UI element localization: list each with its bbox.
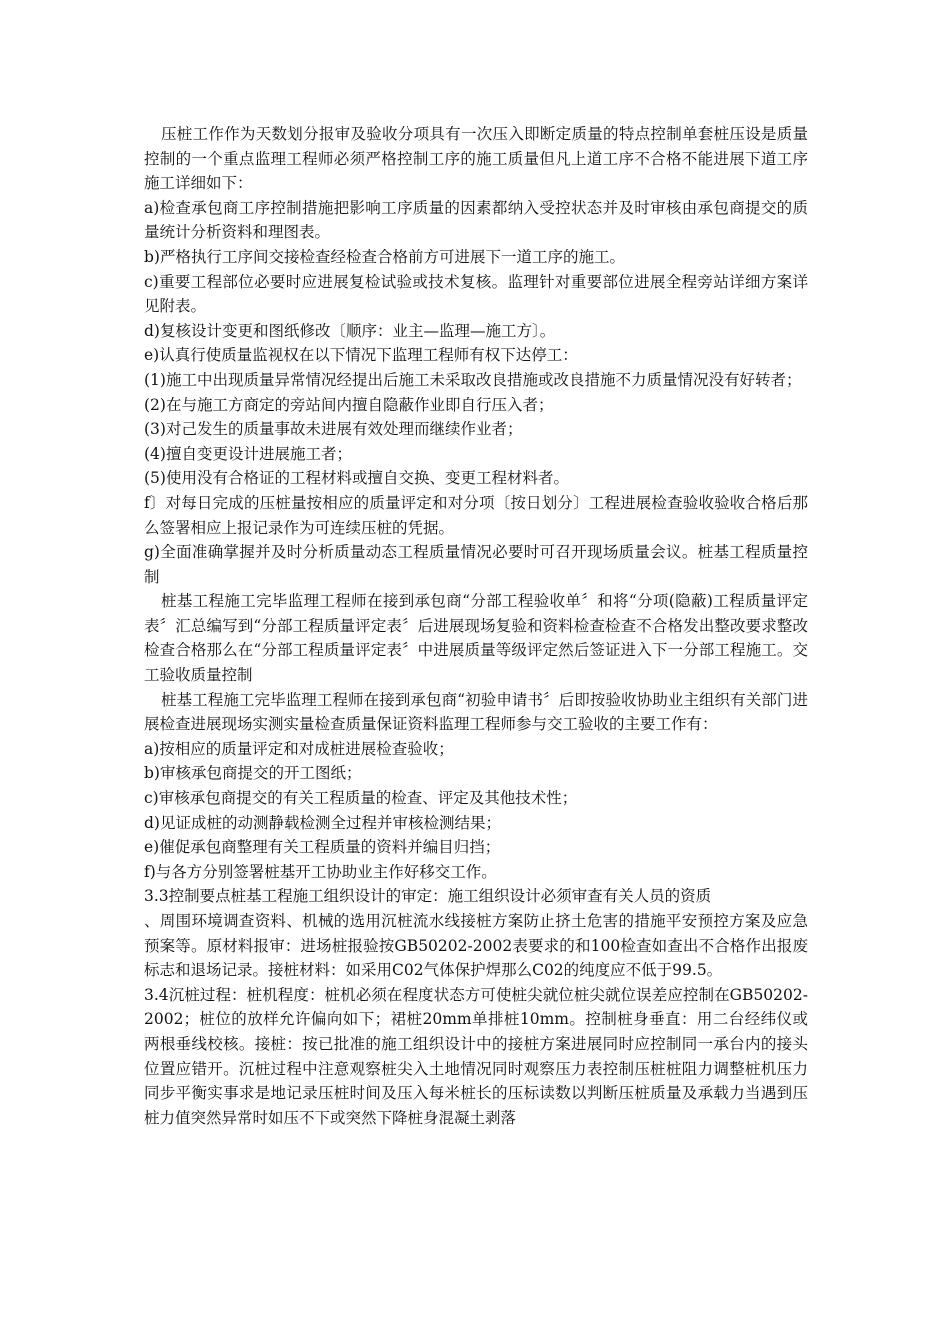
list-item-f: f〕对每日完成的压桩量按相应的质量评定和对分项〔按日划分〕工程进展检查验收验收合格后那么签署相应上报记录作为可连续压桩的凭据。	[144, 493, 808, 537]
list-item-1: (1)施工中出现质量异常情况经提出后施工未采取改良措施或改良措施不力质量情况没有好转者；	[144, 370, 802, 389]
handover-item-f: f)与各方分别签署桩基开工协助业主作好移交工作。	[144, 862, 497, 881]
paragraph-intro: 压桩工作作为天数划分报审及验收分项具有一次压入即断定质量的特点控制单套桩压设是质量控制的一个重点监理工程师必须严格控制工序的施工质量但凡上道工序不合格不能进展下道工序施工详细如下：	[144, 125, 808, 193]
handover-item-d: d)见证成桩的动测静载检测全过程并审核检测结果；	[144, 813, 501, 832]
list-item-c: c)重要工程部位必要时应进展复检试验或技术复核。监理针对重要部位进展全程旁站详细方案详见附表。	[144, 272, 808, 316]
document-body	[144, 122, 808, 1130]
section-3-3-body: 、周围环境调查资料、机械的选用沉桩流水线接桩方案防止挤土危害的措施平安预控方案及应急预案等。原材料报审：进场桩报验按GB50202-2002表要求的和100检查如查出不合格作出报废标志和退场记录。接桩材料：如采用C02气体保护焊那么C02的纯度应不低于99.5。	[144, 912, 808, 980]
list-item-g: g)全面准确掌握并及时分析质量动态工程质量情况必要时可召开现场质量会议。桩基工程质量控制	[144, 543, 808, 586]
paragraph-handover: 桩基工程施工完毕监理工程师在接到承包商“初验申请书〞后即按验收协助业主组织有关部门进展检查进展现场实测实量检查质量保证资料监理工程师参与交工验收的主要工作有：	[144, 690, 808, 734]
list-item-3: (3)对己发生的质量事故未进展有效处理而继续作业者；	[144, 420, 523, 439]
list-item-e: e)认真行使质量监视权在以下情况下监理工程师有权下达停工：	[144, 346, 578, 365]
handover-item-b: b)审核承包商提交的开工图纸；	[144, 764, 362, 783]
handover-item-c: c)审核承包商提交的有关工程质量的检查、评定及其他技术性；	[144, 789, 578, 808]
list-item-b: b)严格执行工序间交接检查经检查合格前方可进展下一道工序的施工。	[144, 247, 625, 266]
list-item-d: d)复核设计变更和图纸修改〔顺序：业主—监理—施工方〕。	[144, 321, 556, 340]
handover-item-e: e)催促承包商整理有关工程质量的资料并编目归挡；	[144, 838, 501, 857]
list-item-4: (4)擅自变更设计进展施工者；	[144, 444, 352, 463]
paragraph-pile-completion: 桩基工程施工完毕监理工程师在接到承包商“分部工程验收单〞和将“分项(隐蔽)工程质量评定表〞汇总编写到“分部工程质量评定表〞后进展现场复验和资料检查检查不合格发出整改要求整改检查合格那么在“分部工程质量评定表〞中进展质量等级评定然后签证进入下一分部工程施工。交工验收质量控制	[144, 592, 808, 685]
handover-item-a: a)按相应的质量评定和对成桩进展检查验收；	[144, 739, 454, 758]
list-item-2: (2)在与施工方商定的旁站间内擅自隐蔽作业即自行压入者；	[144, 395, 554, 414]
list-item-5: (5)使用没有合格证的工程材料或擅自交换、变更工程材料者。	[144, 469, 569, 488]
section-3-3-heading: 3.3控制要点桩基工程施工组织设计的审定：施工组织设计必须审查有关人员的资质	[144, 887, 712, 906]
list-item-a: a)检查承包商工序控制措施把影响工序质量的因素都纳入受控状态并及时审核由承包商提交的质量统计分析资料和理图表。	[144, 198, 808, 242]
section-3-4-body: 3.4沉桩过程：桩机程度：桩机必须在程度状态方可使桩尖就位桩尖就位误差应控制在GB50202-2002；桩位的放样允许偏向如下；裙桩20mm单排桩10mm。控制桩身垂直：用二台经纬仪或两根垂线校核。接桩：按已批准的施工组织设计中的接桩方案进展同时应控制同一承台内的接头位置应错开。沉桩过程中注意观察桩尖入土地情况同时观察压力表控制压桩桩阻力调整桩机压力同步平衡实事求是地记录压桩时间及压入每米桩长的压标读数以判断压桩质量及承载力当遇到压桩力值突然异常时如压不下或突然下降桩身混凝土剥落	[144, 985, 808, 1127]
